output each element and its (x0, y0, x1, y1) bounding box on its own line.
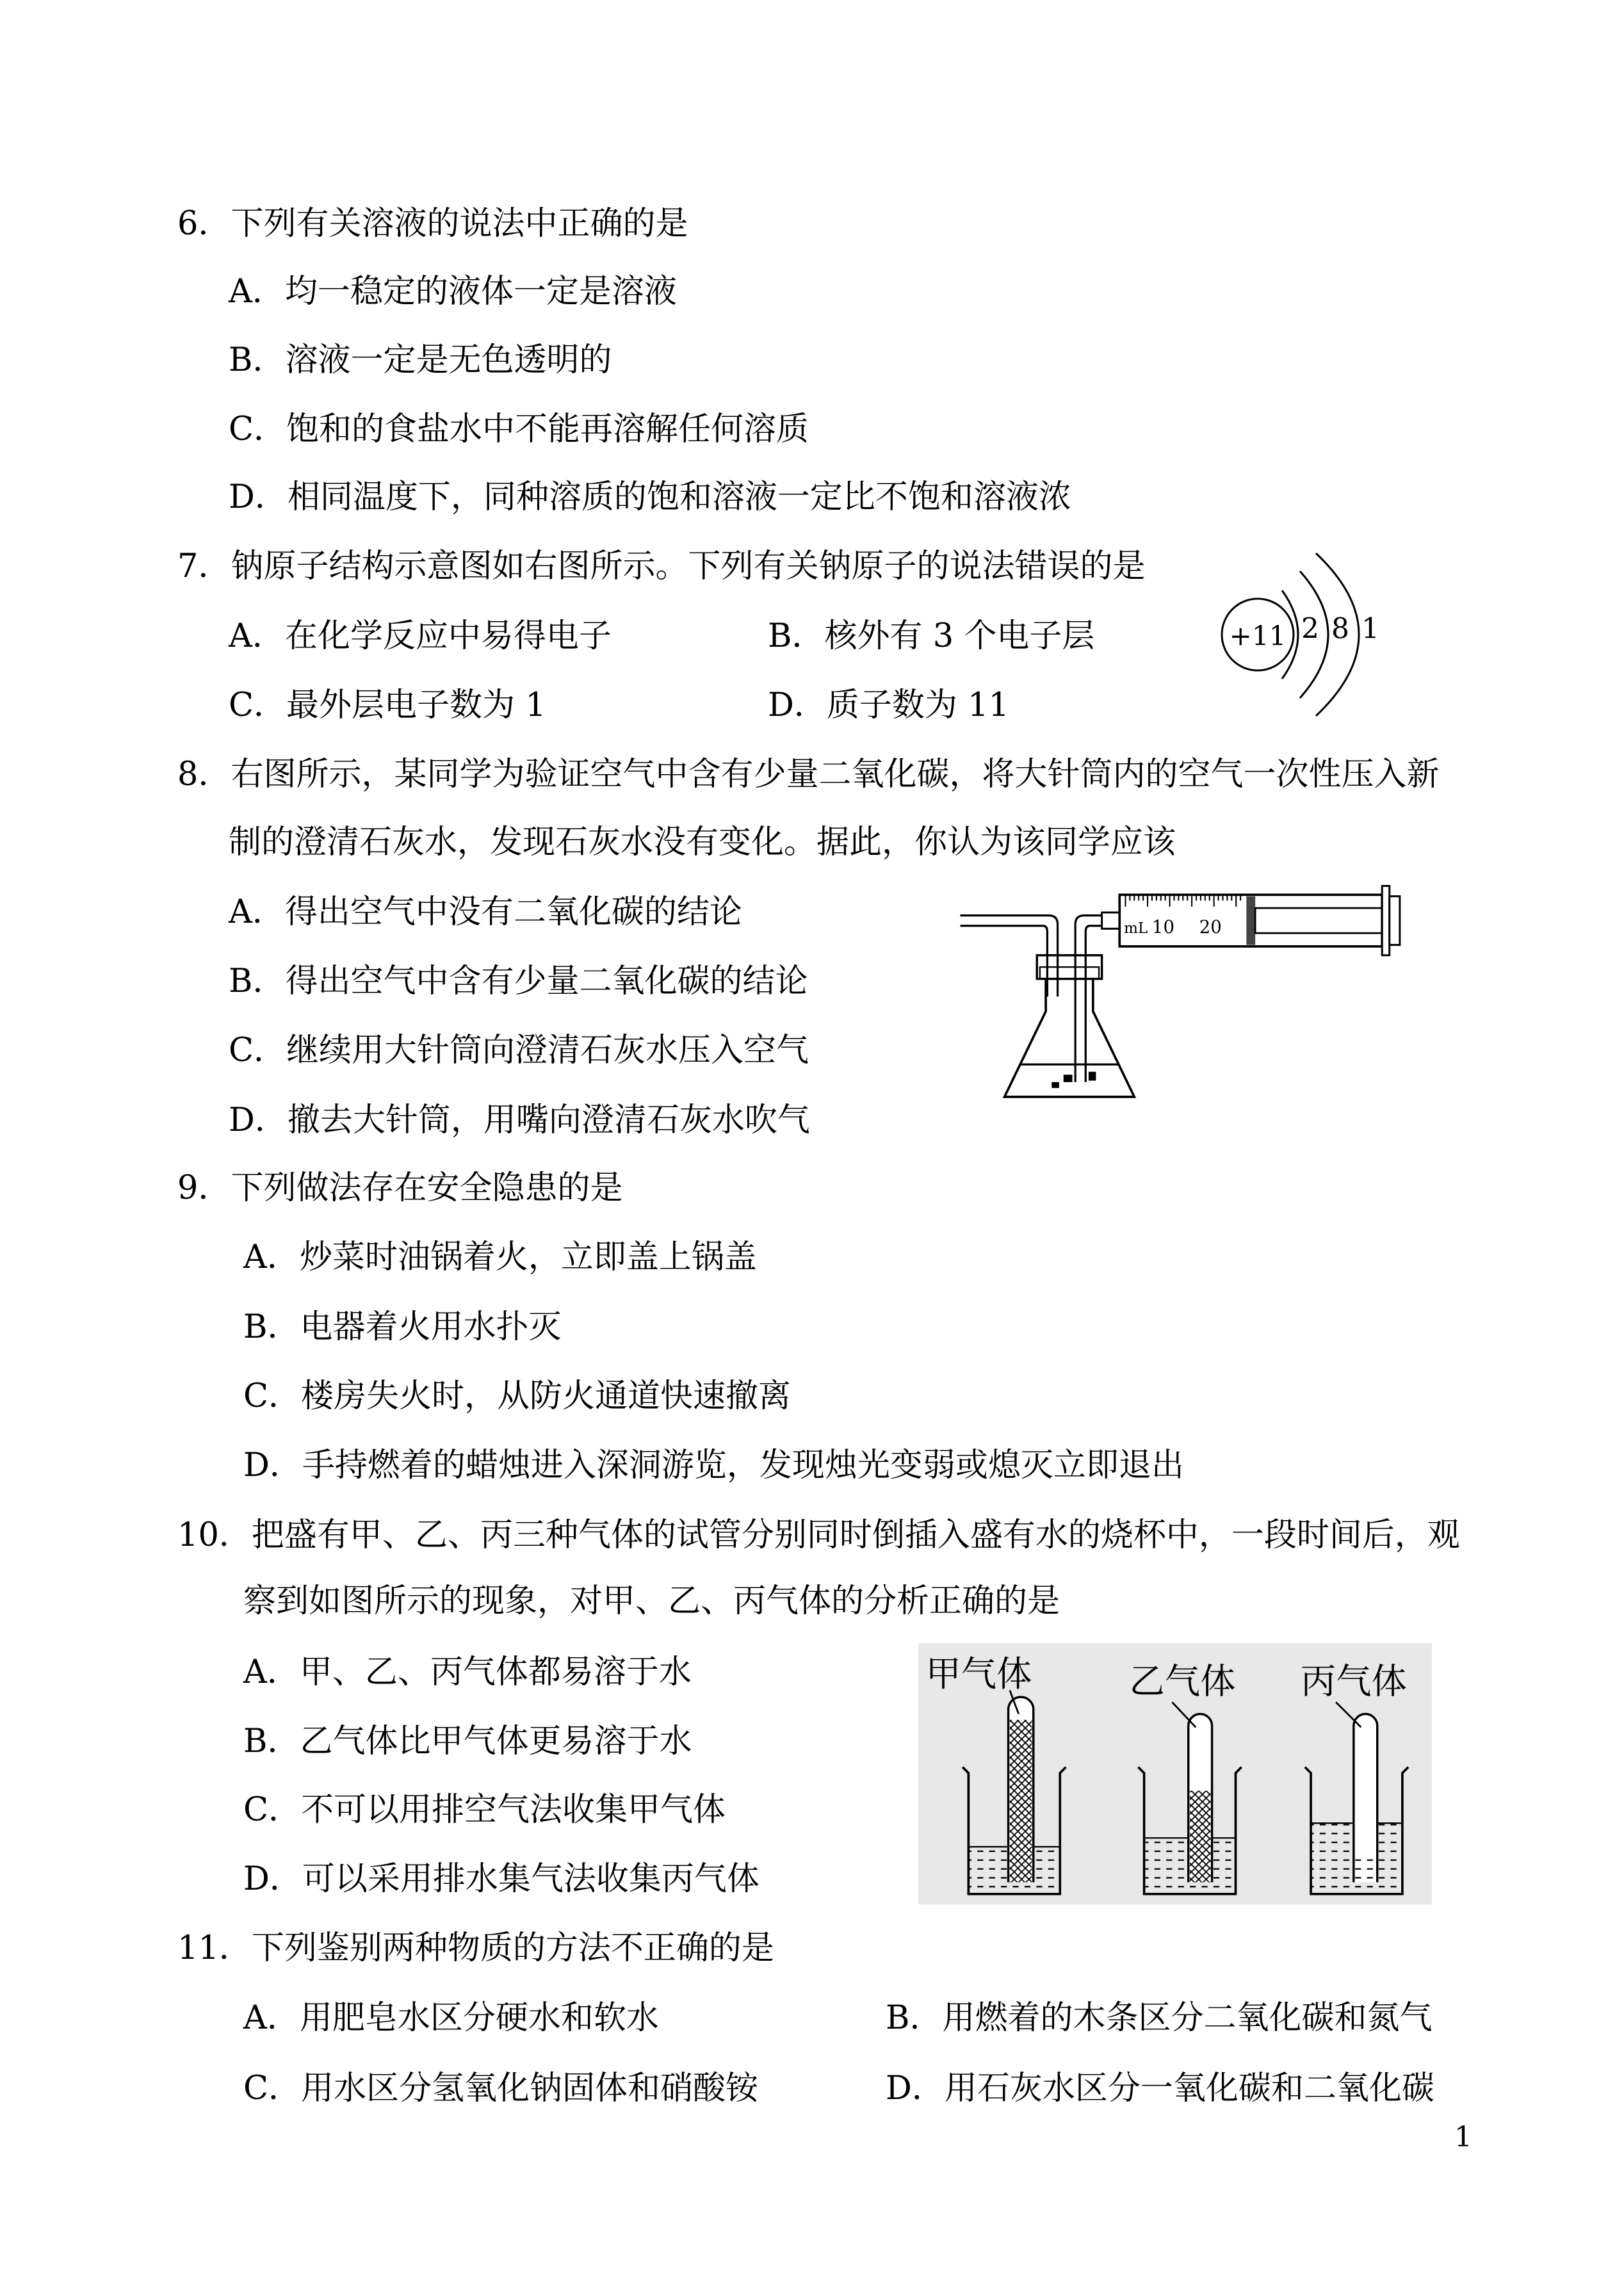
question-11-option-b: B．用燃着的木条区分二氧化碳和氮气 (886, 1999, 1433, 2037)
question-7-option-a: A．在化学反应中易得电子 (229, 617, 612, 655)
question-6-option-d: D．相同温度下，同种溶质的饱和溶液一定比不饱和溶液浓 (229, 478, 1071, 516)
gas-c-label: 丙气体 (1300, 1661, 1407, 1703)
question-9-option-a: A．炒菜时油锅着火，立即盖上锅盖 (243, 1238, 757, 1276)
question-8-stem-line-1: 8．右图所示，某同学为验证空气中含有少量二氧化碳，将大针筒内的空气一次性压入新 (177, 756, 1440, 793)
question-10-stem-line-1: 10．把盛有甲、乙、丙三种气体的试管分别同时倒插入盛有水的烧杯中，一段时间后，观 (177, 1516, 1460, 1554)
inlet-tube (1075, 916, 1101, 1082)
test-tube-2-water (1190, 1791, 1210, 1883)
question-7-option-b: B．核外有 3 个电子层 (768, 617, 1095, 655)
gas-a-label: 甲气体 (925, 1653, 1032, 1695)
question-9-option-b: B．电器着火用水扑灭 (243, 1308, 562, 1346)
test-tube-1-water (1010, 1720, 1032, 1883)
syringe-unit-label: mL (1124, 920, 1148, 937)
question-11-stem: 11．下列鉴别两种物质的方法不正确的是 (177, 1929, 774, 1967)
page-number: 1 (1454, 2121, 1472, 2153)
question-9-option-d: D．手持燃着的蜡烛进入深洞游览，发现烛光变弱或熄灭立即退出 (243, 1447, 1184, 1484)
question-8-option-d: D．撤去大针筒，用嘴向澄清石灰水吹气 (229, 1101, 810, 1139)
barrel-flange (1382, 886, 1390, 955)
question-9-stem: 9．下列做法存在安全隐患的是 (177, 1169, 623, 1207)
question-8-option-a: A．得出空气中没有二氧化碳的结论 (229, 893, 742, 931)
question-6-stem: 6．下列有关溶液的说法中正确的是 (177, 205, 688, 243)
bubble (1052, 1082, 1059, 1088)
syringe-scale-label-20: 20 (1199, 916, 1222, 938)
question-8-option-b: B．得出空气中含有少量二氧化碳的结论 (229, 962, 808, 1000)
question-6-option-b: B．溶液一定是无色透明的 (229, 341, 612, 379)
plunger-seal (1246, 896, 1255, 945)
question-11-option-c: C．用水区分氢氧化钠固体和硝酸铵 (243, 2070, 759, 2107)
plunger-thumb (1390, 896, 1400, 945)
question-7-option-d: D．质子数为 11 (768, 686, 1009, 724)
question-6-option-a: A．均一稳定的液体一定是溶液 (229, 273, 677, 311)
question-10-option-c: C．不可以用排空气法收集甲气体 (243, 1791, 726, 1829)
syringe-scale-label-10: 10 (1151, 916, 1175, 938)
gas-tubes-figure (918, 1643, 1432, 1904)
test-tube-3-water (1355, 1853, 1376, 1882)
sodium-atom-diagram (1210, 539, 1402, 731)
question-11-option-d: D．用石灰水区分一氧化碳和二氧化碳 (886, 2070, 1434, 2107)
question-10-option-d: D．可以采用排水集气法收集丙气体 (243, 1860, 759, 1898)
question-8-stem-line-2: 制的澄清石灰水，发现石灰水没有变化。据此，你认为该同学应该 (229, 823, 1176, 861)
question-11-option-a: A．用肥皂水区分硬水和软水 (243, 1999, 659, 2037)
shell-1-electron-count: 2 (1301, 612, 1319, 645)
bubble (1089, 1072, 1096, 1081)
bubble (1064, 1075, 1073, 1082)
syringe-flask-figure (960, 879, 1403, 1107)
syringe-tip (1102, 912, 1120, 929)
shell-3-electron-count: 1 (1361, 612, 1379, 645)
question-7-stem: 7．钠原子结构示意图如右图所示。下列有关钠原子的说法错误的是 (177, 547, 1146, 585)
question-8-option-c: C．继续用大针筒向澄清石灰水压入空气 (229, 1032, 809, 1069)
question-7-option-c: C．最外层电子数为 1 (229, 686, 546, 724)
question-6-option-c: C．饱和的食盐水中不能再溶解任何溶质 (229, 410, 809, 448)
question-9-option-c: C．楼房失火时，从防火通道快速撤离 (243, 1377, 792, 1415)
shell-2-electron-count: 8 (1331, 612, 1349, 645)
nucleus-charge-label: +11 (1229, 620, 1287, 652)
question-10-option-b: B．乙气体比甲气体更易溶于水 (243, 1723, 692, 1760)
question-10-stem-line-2: 察到如图所示的现象，对甲、乙、丙气体的分析正确的是 (243, 1582, 1060, 1620)
question-10-option-a: A．甲、乙、丙气体都易溶于水 (243, 1653, 692, 1691)
gas-b-label: 乙气体 (1129, 1661, 1236, 1703)
